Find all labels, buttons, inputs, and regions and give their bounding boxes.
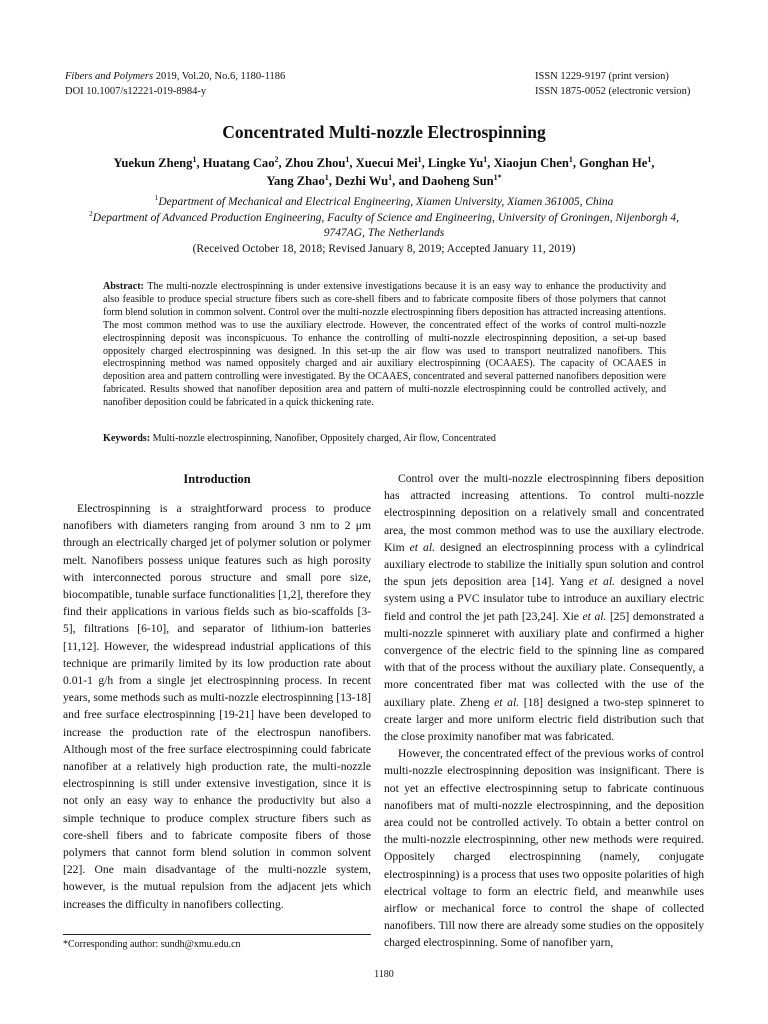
author: Huatang Cao$^2$,	[202, 154, 285, 170]
column-right	[384, 470, 704, 952]
abstract-label: Abstract:	[103, 281, 144, 292]
author: Yuekun Zheng$^1$,	[113, 154, 203, 170]
keywords-label: Keywords:	[103, 433, 151, 444]
issn-print: ISSN 1229-9197 (print version)	[535, 71, 669, 82]
issn-electronic: ISSN 1875-0052 (electronic version)	[535, 85, 691, 97]
author: Xuecui Mei$^1$,	[355, 154, 428, 170]
journal-volume: 2019, Vol.20, No.6, 1180-1186	[153, 71, 286, 82]
footnote-rule	[63, 934, 371, 935]
author: Lingke Yu$^1$,	[427, 154, 494, 170]
issn-header	[535, 70, 690, 99]
paragraph: However, the concentrated effect of the previous works of control multi-nozzle electrospinning deposition was insignificant. There is not yet an effective electrospinning setup to fabricate continuous nanofibers mat of multi-nozzle electrospinning, and the deposition area could not be controlled actively. To obtain a better control on the multi-nozzle electrospinning, other new methods were required. Oppositely charged electrospinning (namely, conjugate electrospinning) is a process that uses two opposite polarities of high electrical voltage to form an electric field, and meanwhile uses airflow or mechanical force to control the shape of collected nanofibers. Till now there are already some studies on the oppositely charged electrospinning. Some of nanofiber yarn,	[384, 747, 704, 950]
author: Xiaojun Chen$^1$,	[493, 154, 580, 170]
author: Dezhi Wu$^1$, and	[335, 172, 422, 188]
received-dates: (Received October 18, 2018; Revised January 8, 2019; Accepted January 11, 2019)	[192, 242, 576, 255]
author-list	[80, 154, 688, 190]
abstract	[103, 281, 666, 410]
paragraph: Electrospinning is a straightforward process to produce nanofibers with diameters ranging from around 3 nm to 2 μm through an electrically charged jet of polymer solution or polymer melt. Nanofibers possess unique features such as high porosity with interconnected porous structure and small pore size, biocompatible, tunable surface functionalities [1,2], therefore they find their applications in various fields such as bio-scaffolds [3-5], filtrations [6-10], and separator of lithium-ion batteries [11,12]. However, the widespread industrial applications of this technique are primarily limited by its low production rate about 0.01-1 g/h from a single jet electrospinning process. In recent years, some methods such as multi-nozzle electrospinning [13-18] and free surface electrospinning [19-21] have been developed to increase the production rate of the electrospun nanofibers. Although most of the free surface electrospinning could fabricate nanofiber at a relatively high production rate, the multi-nozzle electrospinning is still under extensive investigation, since it is not only an easy way to enhance the productivity but also a simple technique to produce complex structure fibers such as core-shell fibers and to fabricate composite fibers of those polymers that cannot form blend solution in common solvent [22]. One main disadvantage of the multi-nozzle system, however, is the mutual repulsion from the adjacent jets which increases the difficulty in nanofibers collecting.	[63, 502, 371, 911]
keywords	[103, 432, 666, 445]
author: Daoheng Sun$^{1*}$	[421, 172, 502, 188]
journal-name: Fibers and Polymers	[65, 71, 154, 82]
column-left	[63, 470, 371, 913]
author: Zhou Zhou$^1$,	[284, 154, 356, 170]
author: Yang Zhao$^1$,	[266, 172, 336, 188]
paper-title: Concentrated Multi-nozzle Electrospinning	[222, 122, 546, 142]
affiliation-2: $^2$Department of Advanced Production Engineering, Faculty of Science and Engineering, University of Groningen, Nijenborgh 4, 9747AG, The Netherlands	[89, 208, 679, 239]
doi: DOI 10.1007/s12221-019-8984-y	[65, 86, 207, 97]
affiliations	[80, 195, 688, 257]
author: Gonghan He$^1$,	[579, 154, 655, 170]
journal-header	[65, 69, 285, 99]
corresponding-author-footnote: *Corresponding author: sundh@xmu.edu.cn	[63, 939, 241, 950]
section-heading: Introduction	[183, 472, 251, 486]
abstract-text: The multi-nozzle electrospinning is under extensive investigations because it is an easy way to enhance the productivity and also feasible to produce special structure fibers such as core-shell fibers and to fabricate composite fibers of those polymers that cannot form blend solution in common solvent. Control over the multi-nozzle electrospinning fibers deposition has attracted increasing attentions. The most common method was to use the auxiliary electrode. However, the concentrated effect of the works of control multi-nozzle electrospinning deposit was inconspicuous. To enhance the controlling of multi-nozzle electrospinning deposition, a set-up based oppositely charged electrospinning was designed. In this set-up the air flow was used to transport neutralized nanofibers. This electrospinning method was named oppositely charged and air auxiliary electrospinning (OCAAES). The capacity of OCAAES in deposition area and pattern controlling were investigated. By the OCAAES, concentrated and several patterned nanofibers deposition were fabricated. Results showed that nanofiber deposition area and pattern of multi-nozzle electrospinning could be controlled actively, and nanofiber deposition could be fabricated in a quick thickening rate.	[103, 281, 666, 409]
keywords-text: Multi-nozzle electrospinning, Nanofiber, Oppositely charged, Air flow, Concentrated	[150, 433, 496, 444]
page-number: 1180	[374, 969, 394, 980]
paragraph: Control over the multi-nozzle electrospinning fibers deposition has attracted increasing attentions. To control multi-nozzle electrospinning deposition on a relatively small and concentrated area, the most common method was to use the auxiliary electrode. Kim et al. designed an electrospinning process with a cylindrical auxiliary electrode to stabilize the initially spun solution and control the spun jets deposition area [14]. Yang et al. designed a novel system using a PVC insulator tube to introduce an auxiliary electric field and control the jet path [23,24]. Xie et al. [25] demonstrated a multi-nozzle spinneret with auxiliary plate and confirmed a higher convergence of the electric field to the spinning line as compared with that of the process without the auxiliary plate. Consequently, a more concentrated fiber mat was collected with the use of the auxiliary plate. Zheng et al. [18] designed a two-step spinneret to create larger and more uniform electric field distribution such that the close proximity nanofiber mat was fabricated.	[384, 472, 705, 744]
affiliation-1: $^1$Department of Mechanical and Electrical Engineering, Xiamen University, Xiamen 361005, China	[154, 193, 614, 208]
